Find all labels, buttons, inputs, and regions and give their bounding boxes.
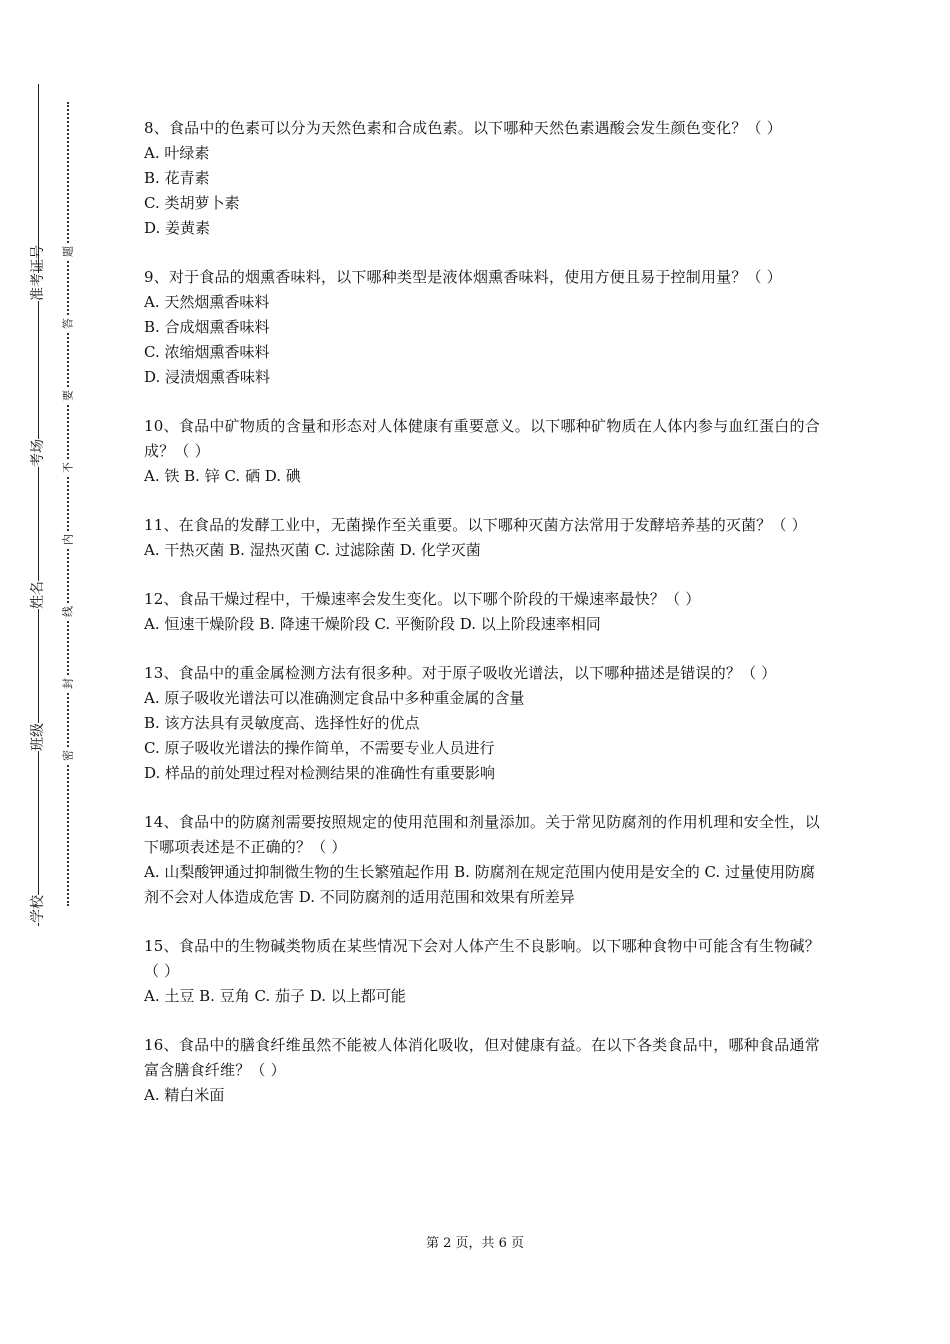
binding-line — [38, 84, 39, 926]
class-label: 班级 — [30, 723, 46, 751]
options-paragraph: A. 山梨酸钾通过抑制微生物的生长繁殖起作用 B. 防腐剂在规定范围内使用是安全的 C. 过量使用防腐剂不会对人体造成危害 D. 不同防腐剂的适用范围和效果有所差异 — [144, 863, 815, 906]
question-stem: 15、食品中的生物碱类物质在某些情况下会对人体产生不良影响。以下哪种食物中可能含有生物碱？（ ） — [144, 937, 820, 980]
option-a: A. 天然烟熏香味料 — [144, 293, 270, 311]
option-d: D. 姜黄素 — [144, 219, 211, 237]
options-line: A. 恒速干燥阶段 B. 降速干燥阶段 C. 平衡阶段 D. 以上阶段速率相同 — [144, 615, 601, 633]
question-10 — [144, 414, 820, 489]
question-stem: 8、食品中的色素可以分为天然色素和合成色素。以下哪种天然色素遇酸会发生颜色变化？（ ） — [144, 119, 782, 137]
options-line: A. 土豆 B. 豆角 C. 茄子 D. 以上都可能 — [144, 987, 406, 1005]
question-stem: 13、食品中的重金属检测方法有很多种。对于原子吸收光谱法，以下哪种描述是错误的？（ ） — [144, 664, 777, 682]
options-line: A. 铁 B. 锌 C. 硒 D. 碘 — [144, 467, 301, 485]
option-b: B. 花青素 — [144, 169, 210, 187]
option-a: A. 叶绿素 — [144, 144, 210, 162]
seal-char: 线 — [61, 604, 76, 620]
question-stem: 14、食品中的防腐剂需要按照规定的使用范围和剂量添加。关于常见防腐剂的作用机理和安全性，以下哪项表述是不正确的？（ ） — [144, 813, 820, 856]
option-b: B. 该方法具有灵敏度高、选择性好的优点 — [144, 714, 420, 732]
option-d: D. 样品的前处理过程对检测结果的准确性有重要影响 — [144, 764, 496, 782]
question-stem: 11、在食品的发酵工业中，无菌操作至关重要。以下哪种灭菌方法常用于发酵培养基的灭菌？（ ） — [144, 516, 807, 534]
option-c: C. 浓缩烟熏香味料 — [144, 343, 270, 361]
option-d: D. 浸渍烟熏香味料 — [144, 368, 271, 386]
seal-char: 不 — [61, 460, 76, 476]
question-16 — [144, 1033, 820, 1108]
option-a: A. 原子吸收光谱法可以准确测定食品中多种重金属的含量 — [144, 689, 525, 707]
question-13 — [144, 661, 820, 786]
question-stem: 12、食品干燥过程中，干燥速率会发生变化。以下哪个阶段的干燥速率最快？（ ） — [144, 590, 701, 608]
question-15 — [144, 934, 820, 1009]
question-stem: 16、食品中的膳食纤维虽然不能被人体消化吸收，但对健康有益。在以下各类食品中，哪种食品通常富含膳食纤维？（ ） — [144, 1036, 820, 1079]
name-label: 姓名 — [30, 581, 46, 609]
question-14 — [144, 810, 820, 910]
seal-char: 封 — [61, 676, 76, 692]
seal-char: 密 — [61, 748, 76, 764]
seal-char: 要 — [61, 388, 76, 404]
seal-dotted-line — [67, 102, 69, 906]
question-12 — [144, 587, 820, 637]
seal-char: 内 — [61, 532, 76, 548]
exam-room-label: 考场 — [30, 439, 46, 467]
question-9 — [144, 265, 820, 390]
question-stem: 10、食品中矿物质的含量和形态对人体健康有重要意义。以下哪种矿物质在人体内参与血红蛋白的合成？（ ） — [144, 417, 820, 460]
option-b: B. 合成烟熏香味料 — [144, 318, 270, 336]
question-list — [144, 116, 820, 1132]
page-footer: 第 2 页，共 6 页 — [425, 1236, 525, 1251]
seal-char: 答 — [61, 316, 76, 332]
question-8 — [144, 116, 820, 241]
question-11 — [144, 513, 820, 563]
option-a: A. 精白米面 — [144, 1086, 225, 1104]
exam-number-label: 准考证号 — [30, 245, 46, 301]
seal-char: 题 — [61, 244, 76, 260]
option-c: C. 原子吸收光谱法的操作简单，不需要专业人员进行 — [144, 739, 495, 757]
school-label: 学校 — [30, 895, 46, 923]
options-line: A. 干热灭菌 B. 湿热灭菌 C. 过滤除菌 D. 化学灭菌 — [144, 541, 481, 559]
option-c: C. 类胡萝卜素 — [144, 194, 240, 212]
question-stem: 9、对于食品的烟熏香味料，以下哪种类型是液体烟熏香味料，使用方便且易于控制用量？（ ） — [144, 268, 782, 286]
